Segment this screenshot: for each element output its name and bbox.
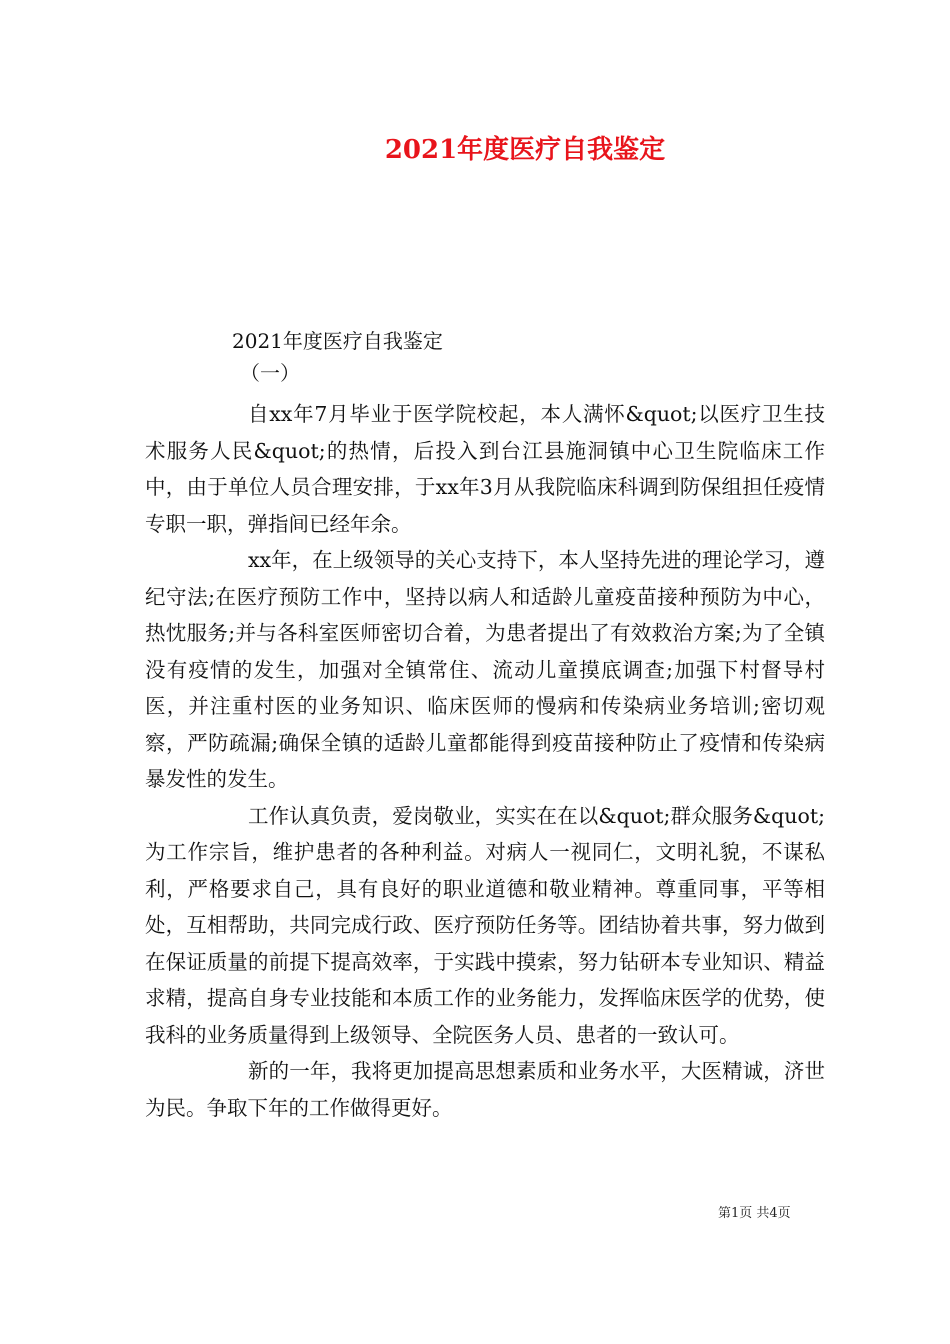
paragraph-2: xx年，在上级领导的关心支持下，本人坚持先进的理论学习，遵纪守法;在医疗预防工作中，坚持以病人和适龄儿童疫苗接种预防为中心，热忱服务;并与各科室医师密切合着，为患者提出了有效救治方案;为了全镇没有疫情的发生，加强对全镇常住、流动儿童摸底调查;加强下村督导村医，并注重村医的业务知识、临床医师的慢病和传染病业务培训;密切观察，严防疏漏;确保全镇的适龄儿童都能得到疫苗接种防止了疫情和传染病暴发性的发生。 [145,548,825,791]
paragraph-1: 自xx年7月毕业于医学院校起，本人满怀&quot;以医疗卫生技术服务人民&quot;的热情，后投入到台江县施洞镇中心卫生院临床工作中，由于单位人员合理安排，于xx年3月从我院临床科调到防保组担任疫情专职一职，弹指间已经年余。 [145,402,825,536]
page-number-footer: 第1页 共4页 [718,1206,791,1221]
document-subtitle: 2021年度医疗自我鉴定 [232,329,443,353]
paragraph-4: 新的一年，我将更加提高思想素质和业务水平，大医精诚，济世为民。争取下年的工作做得更好。 [145,1059,825,1120]
paragraph-3: 工作认真负责，爱岗敬业，实实在在以&quot;群众服务&quot;为工作宗旨，维护患者的各种利益。对病人一视同仁，文明礼貌，不谋私利，严格要求自己，具有良好的职业道德和敬业精神。尊重同事，平等相处，互相帮助，共同完成行政、医疗预防任务等。团结协着共事，努力做到在保证质量的前提下提高效率，于实践中摸索，努力钻研本专业知识、精益求精，提高自身专业技能和本质工作的业务能力，发挥临床医学的优势，使我科的业务质量得到上级领导、全院医务人员、患者的一致认可。 [145,803,825,1047]
document-body [145,396,825,1126]
document-title: 2021年度医疗自我鉴定 [384,135,666,165]
section-label: （一） [240,361,300,385]
